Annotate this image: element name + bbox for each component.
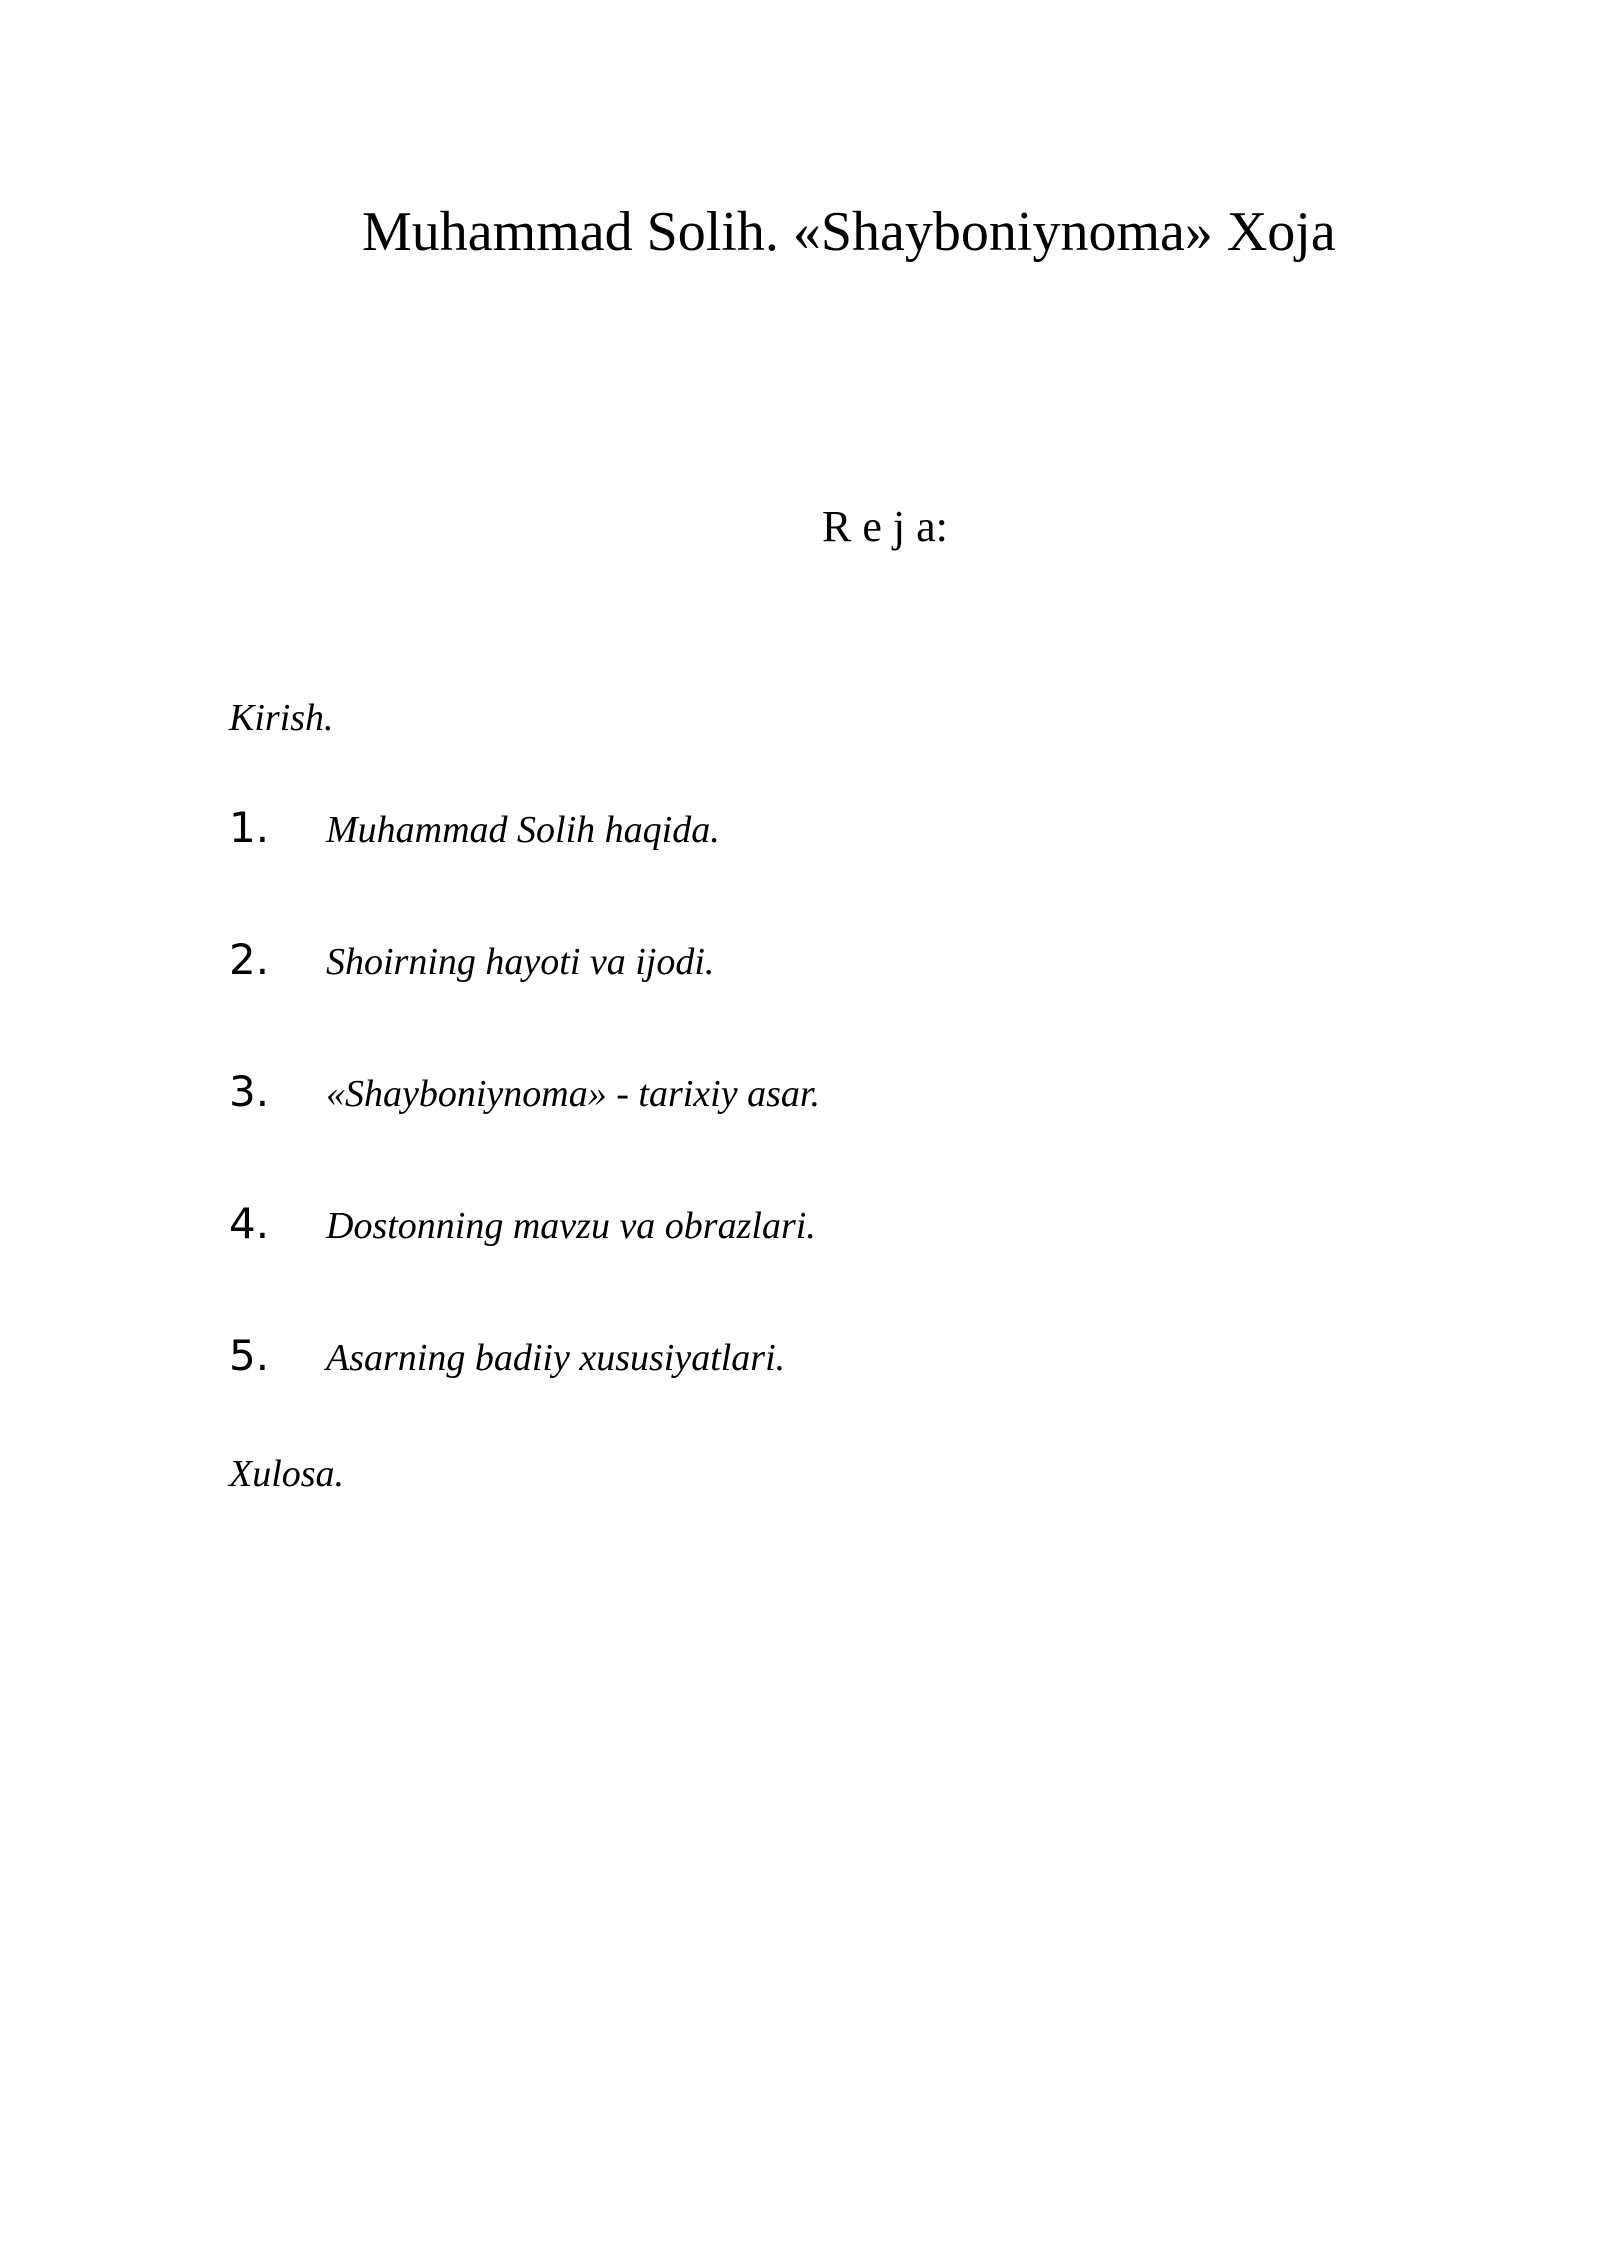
plan-intro: Kirish. [229,697,334,739]
plan-item-number: 5. [229,1331,270,1380]
plan-item-3 [229,1064,1329,1124]
plan-item-number: 4. [229,1199,270,1248]
plan-conclusion: Xulosa. [229,1453,345,1495]
plan-item-5 [229,1328,1329,1388]
plan-heading: R e j a: [822,502,948,551]
plan-item-text: Asarning badiiy xususiyatlari. [326,1337,786,1379]
plan-item-number: 1. [229,803,270,852]
plan-item-number: 2. [229,935,270,984]
plan-item-text: Shoirning hayoti va ijodi. [326,941,715,983]
plan-item-text: Muhammad Solih haqida. [326,809,720,851]
document-title: Muhammad Solih. «Shayboniynoma» Xoja [362,201,1336,263]
plan-item-2 [229,932,1329,992]
plan-item-text: Dostonning mavzu va obrazlari. [326,1205,816,1247]
plan-item-4 [229,1196,1329,1256]
plan-item-text: «Shayboniynoma» - tarixiy asar. [326,1073,820,1115]
plan-item-1 [229,800,1329,860]
plan-item-number: 3. [229,1067,270,1116]
